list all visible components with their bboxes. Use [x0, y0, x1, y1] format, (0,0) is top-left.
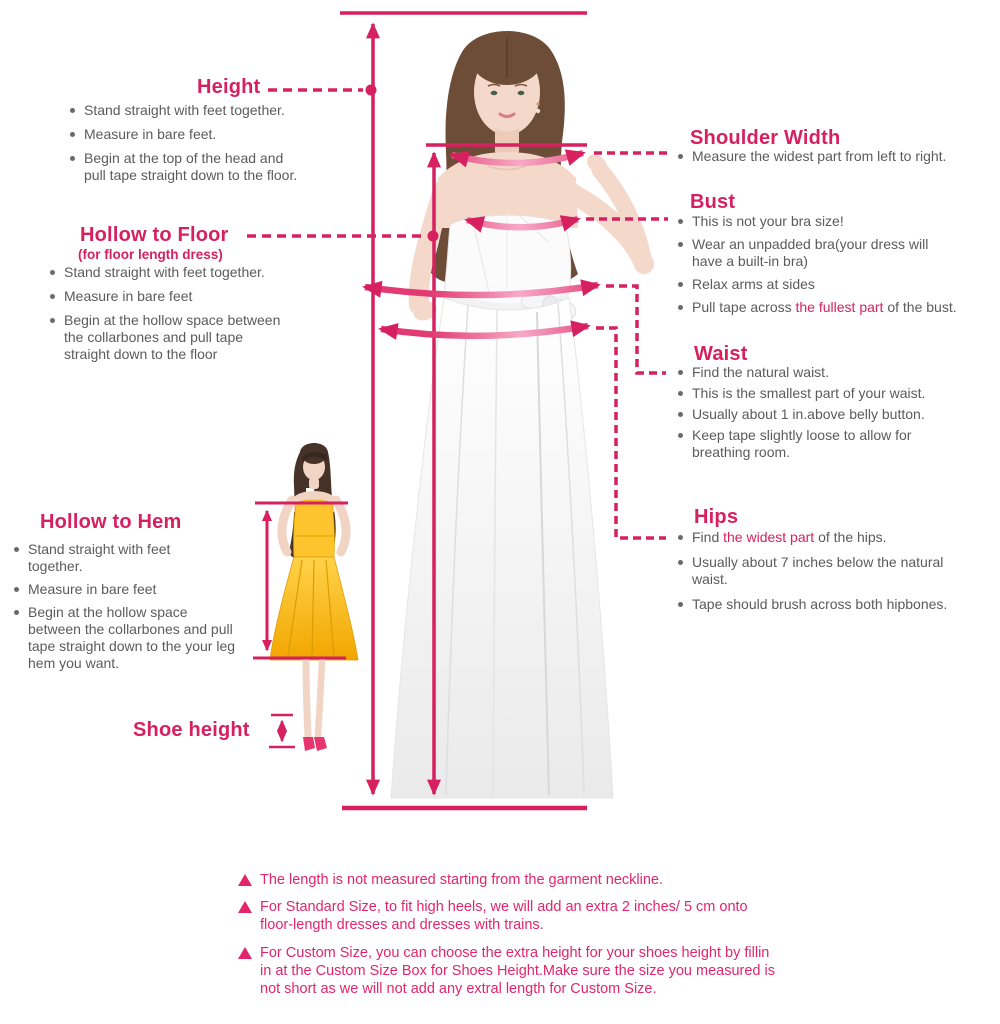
hollow-to-floor-subtitle: (for floor length dress): [78, 247, 223, 262]
footnote: For Custom Size, you can choose the extra height for your shoes height by fillin in at the Custom Size Box for Shoes Height.Make sure the size you measured is not short as we will not add any extral length for Custom Size.: [238, 944, 775, 998]
list-item: Begin at the hollow space between the collarbones and pull tape straight down to the your leg hem you want.: [12, 604, 235, 672]
list-item: Usually about 1 in.above belly button.: [676, 406, 925, 423]
height-section-title: Height: [197, 76, 261, 98]
hollow-to-hem-section-title: Hollow to Hem: [40, 511, 182, 533]
list-item: Keep tape slightly loose to allow for breathing room.: [676, 427, 925, 461]
shoe-height-section-title: Shoe height: [133, 719, 250, 741]
list-item: This is not your bra size!: [676, 213, 957, 230]
height-connector-dashed: [268, 85, 377, 96]
warning-triangle-icon: [238, 947, 252, 959]
waist-section-title: Waist: [694, 343, 748, 365]
list-item: Usually about 7 inches below the natural waist.: [676, 554, 947, 588]
short-model-illustration: [270, 443, 358, 751]
shoulder-width-section-title: Shoulder Width: [690, 127, 841, 149]
list-item: Begin at the hollow space between the collarbones and pull tape straight down to the floor: [48, 312, 280, 363]
hollow-to-floor-section-title: Hollow to Floor: [80, 224, 229, 246]
list-item: Find the natural waist.: [676, 364, 925, 381]
hollow-to-floor-connector-dashed: [247, 231, 439, 242]
list-item: Stand straight with feet together.: [48, 264, 280, 281]
shoulder-width-bullet-list: [676, 148, 946, 172]
list-item: Stand straight with feet together.: [12, 541, 235, 575]
list-item: Wear an unpadded bra(your dress will have a built-in bra): [676, 236, 957, 270]
list-item: Begin at the top of the head and pull tape straight down to the floor.: [68, 150, 297, 184]
bust-section-title: Bust: [690, 191, 736, 213]
footnote: For Standard Size, to fit high heels, we will add an extra 2 inches/ 5 cm onto floor-length dresses and dresses with trains.: [238, 898, 775, 934]
list-item: Measure in bare feet.: [68, 126, 297, 143]
list-item: Stand straight with feet together.: [68, 102, 297, 119]
footnotes: [238, 871, 775, 1007]
list-item: Tape should brush across both hipbones.: [676, 596, 947, 613]
hollow-to-floor-bullet-list: [48, 264, 280, 370]
footnote: The length is not measured starting from the garment neckline.: [238, 871, 775, 889]
list-item: Measure in bare feet: [12, 581, 235, 598]
hips-bullet-list: [676, 529, 947, 621]
bust-bullet-list: [676, 213, 957, 322]
shoe-height-measure-icon: [269, 715, 295, 747]
list-item: Relax arms at sides: [676, 276, 957, 293]
list-item: Measure in bare feet: [48, 288, 280, 305]
waist-bullet-list: [676, 364, 925, 465]
hips-section-title: Hips: [694, 506, 739, 528]
list-item: Find the widest part of the hips.: [676, 529, 947, 546]
list-item: Measure the widest part from left to right.: [676, 148, 946, 165]
warning-triangle-icon: [238, 901, 252, 913]
list-item: This is the smallest part of your waist.: [676, 385, 925, 402]
list-item: Pull tape across the fullest part of the bust.: [676, 299, 957, 316]
hollow-to-hem-bullet-list: [12, 541, 235, 678]
warning-triangle-icon: [238, 874, 252, 886]
height-bullet-list: [68, 102, 297, 191]
